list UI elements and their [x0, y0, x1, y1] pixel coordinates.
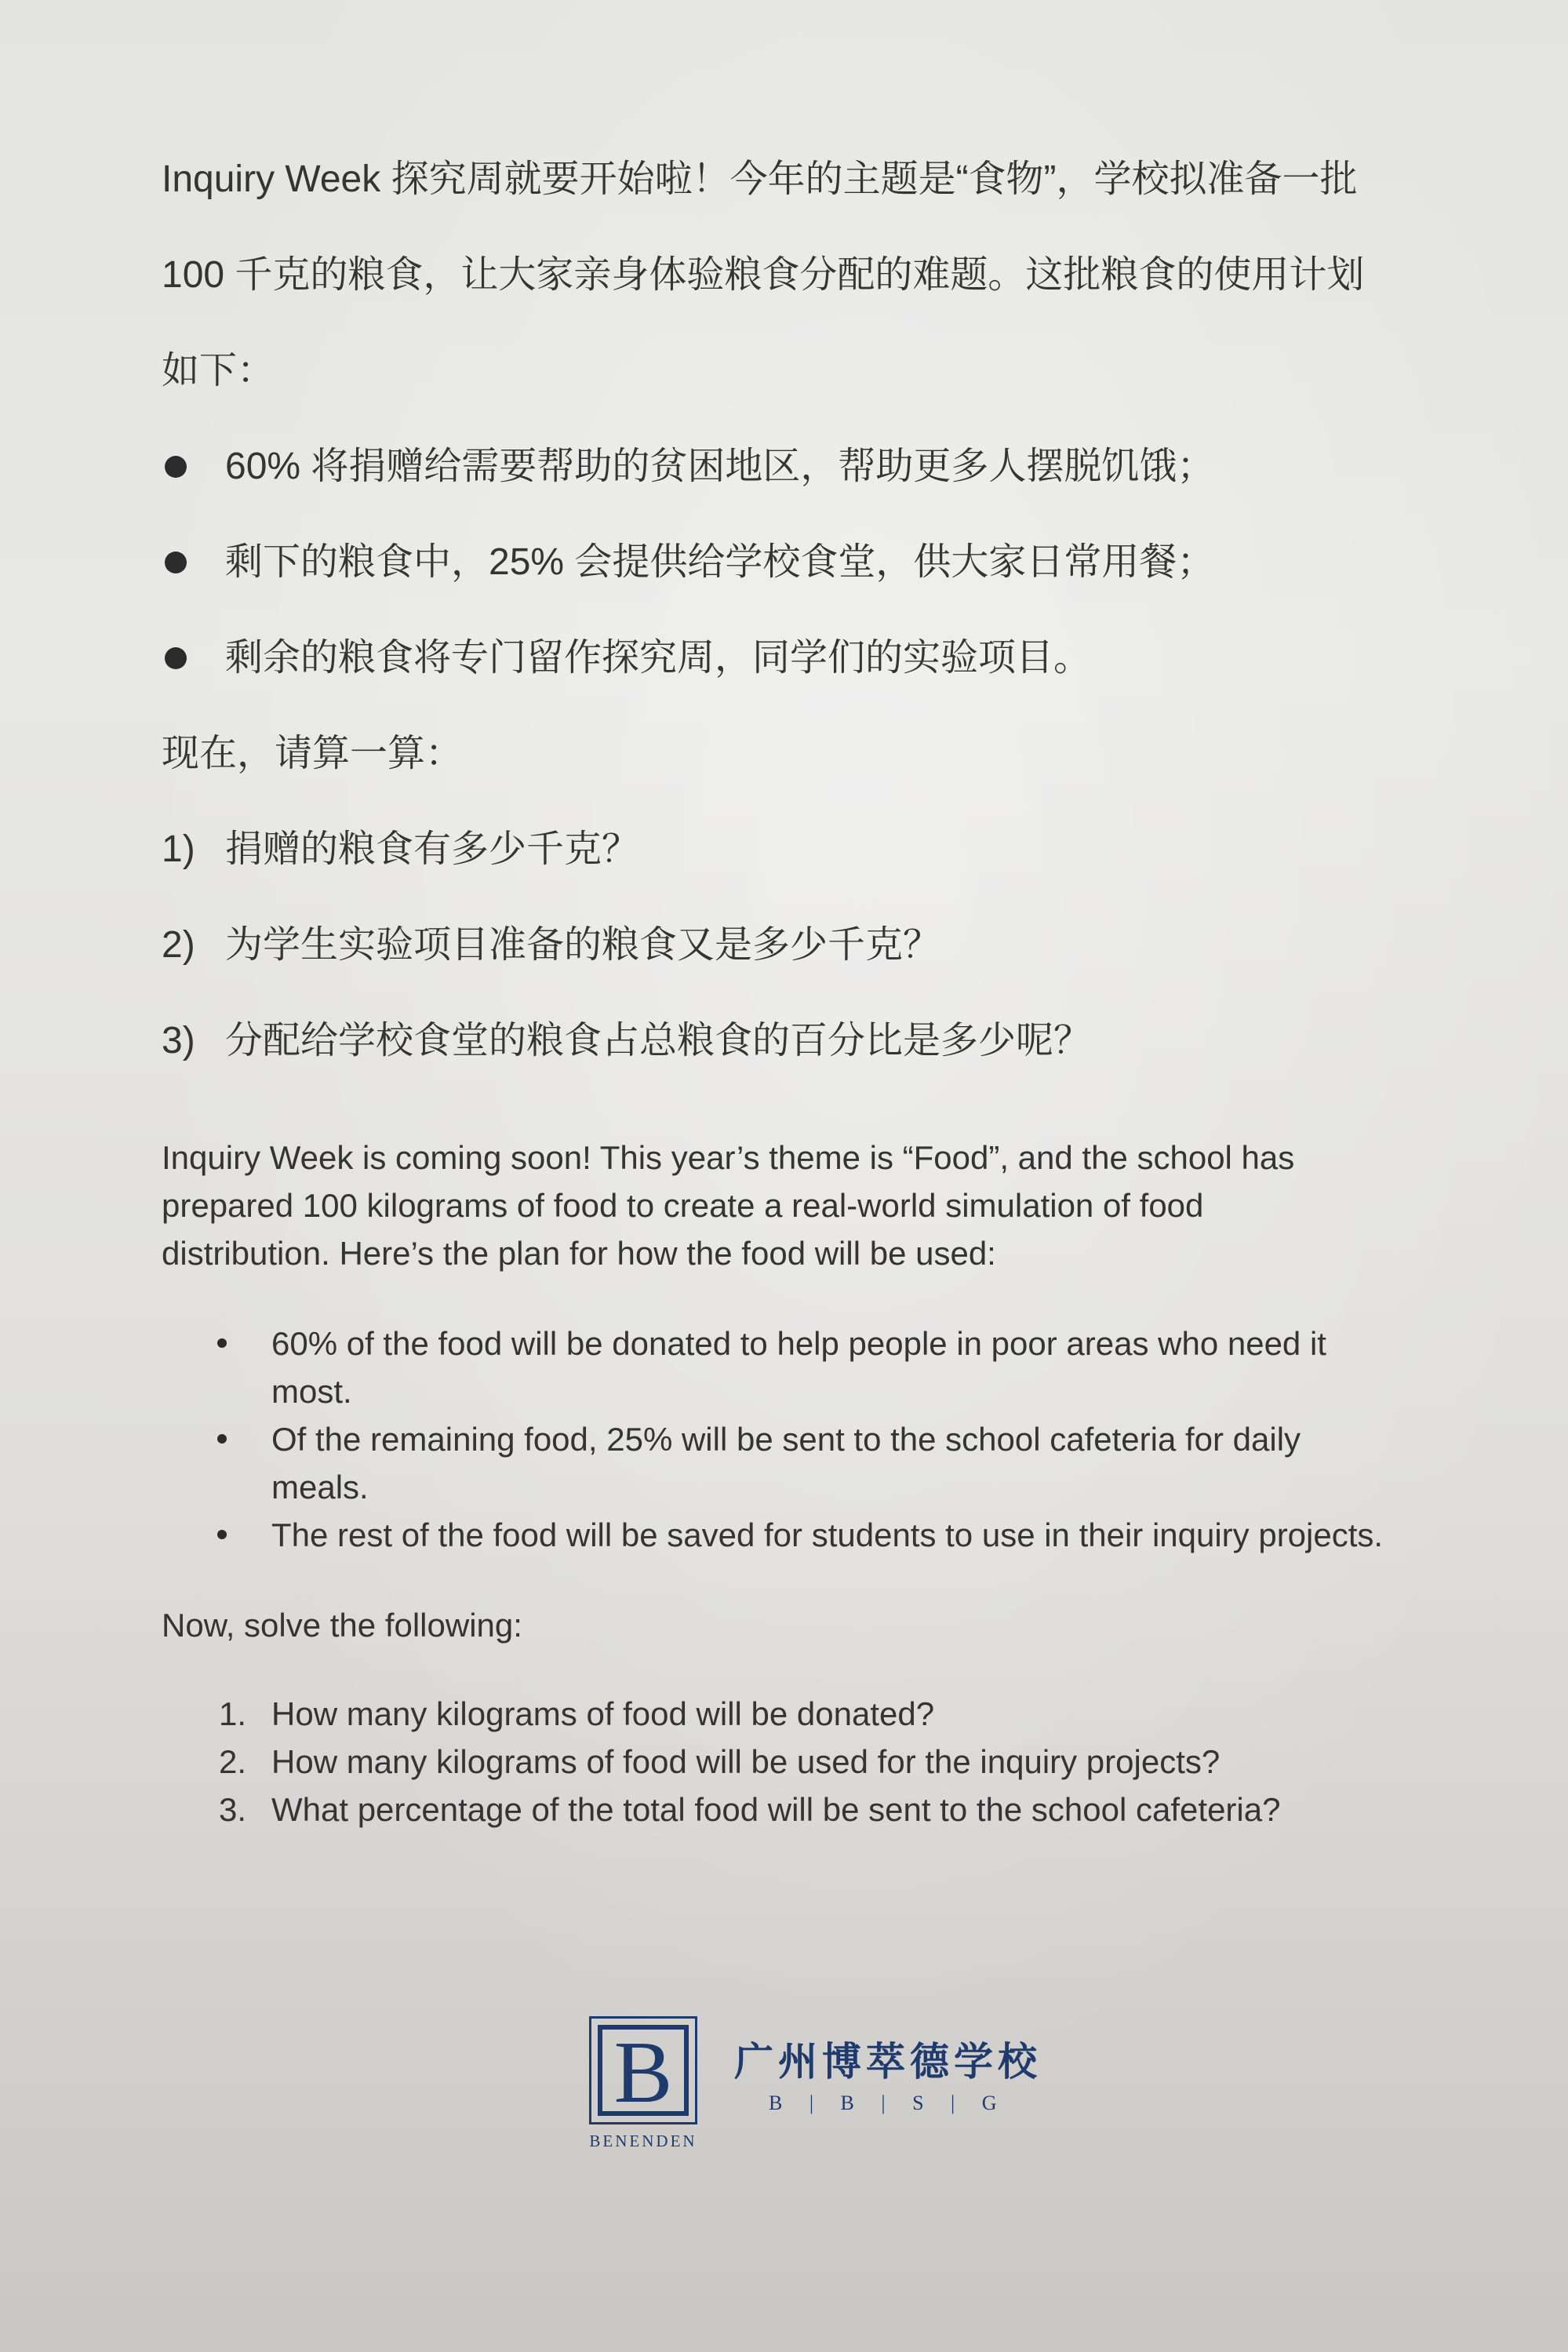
en-plan-item-line: Of the remaining food, 25% will be sent to the school cafeteria for daily: [271, 1421, 1301, 1458]
chinese-section: [162, 132, 1526, 1089]
en-question: [162, 1786, 1526, 1833]
bullet-icon: [217, 1434, 227, 1444]
zh-question: [162, 993, 1526, 1089]
en-question-number: 1.: [219, 1695, 247, 1732]
zh-question-number: 2): [162, 924, 195, 966]
zh-plan-item: [162, 610, 1526, 706]
school-logo-emblem: [589, 2016, 697, 2124]
en-plan-item: [162, 1415, 1526, 1511]
en-plan-item-line: The rest of the food will be saved for students to use in their inquiry projects.: [271, 1516, 1384, 1553]
en-plan-item: [162, 1320, 1526, 1415]
en-plan-item: [162, 1511, 1526, 1559]
bullet-icon: [165, 456, 187, 478]
en-question: [162, 1690, 1526, 1738]
bullet-icon: [165, 647, 187, 669]
school-logo-wordmark: BENENDEN: [589, 2132, 697, 2150]
zh-plan-item-text: 剩下的粮食中，25% 会提供给学校食堂，供大家日常用餐；: [225, 541, 1215, 583]
school-name-chinese: 广州博萃德学校: [734, 2040, 1042, 2084]
bullet-icon: [217, 1338, 227, 1348]
english-prompt: [162, 1601, 1526, 1649]
school-logo-letter: B: [613, 2025, 673, 2116]
en-question-text: How many kilograms of food will be used for the inquiry projects?: [271, 1743, 1221, 1780]
en-prompt-text: Now, solve the following:: [162, 1607, 522, 1644]
zh-question: [162, 897, 1526, 993]
en-intro-line: distribution. Here’s the plan for how the food will be used:: [162, 1235, 996, 1272]
en-intro-line: Inquiry Week is coming soon! This year’s theme is “Food”, and the school has: [162, 1139, 1295, 1176]
zh-question-number: 3): [162, 1020, 195, 1061]
zh-intro-line: Inquiry Week 探究周就要开始啦！今年的主题是“食物”，学校拟准备一批: [162, 158, 1358, 200]
en-plan-item-line: 60% of the food will be donated to help people in poor areas who need it: [271, 1325, 1326, 1362]
zh-intro-line: 如下：: [162, 350, 275, 391]
school-logo-frame: [598, 2025, 689, 2116]
zh-question-number: 1): [162, 828, 195, 870]
english-plan-list: [162, 1320, 1526, 1559]
en-question-number: 3.: [219, 1791, 247, 1828]
bullet-icon: [165, 552, 187, 573]
en-question-number: 2.: [219, 1743, 247, 1780]
bullet-icon: [217, 1530, 227, 1539]
zh-question: [162, 802, 1526, 897]
school-abbreviation: B | B | S | G: [769, 2092, 1008, 2114]
zh-prompt: 现在，请算一算：: [162, 733, 464, 774]
en-plan-item-line: meals.: [271, 1469, 369, 1505]
en-question-text: How many kilograms of food will be donated?: [271, 1695, 935, 1732]
english-intro: [162, 1134, 1526, 1277]
zh-intro-line: 100 千克的粮食，让大家亲身体验粮食分配的难题。这批粮食的使用计划: [162, 254, 1365, 296]
zh-plan-item-text: 剩余的粮食将专门留作探究周，同学们的实验项目。: [225, 637, 1092, 679]
en-plan-item-line: most.: [271, 1373, 352, 1410]
zh-plan-item-text: 60% 将捐赠给需要帮助的贫困地区，帮助更多人摆脱饥饿；: [225, 446, 1215, 487]
en-intro-line: prepared 100 kilograms of food to create a real-world simulation of food: [162, 1187, 1204, 1224]
zh-question-text: 捐赠的粮食有多少千克？: [225, 828, 640, 870]
zh-plan-item: [162, 419, 1526, 515]
en-question-text: What percentage of the total food will be sent to the school cafeteria?: [271, 1791, 1281, 1828]
zh-question-text: 为学生实验项目准备的粮食又是多少千克？: [225, 924, 941, 966]
english-question-list: [162, 1690, 1526, 1833]
en-question: [162, 1738, 1526, 1786]
zh-plan-item: [162, 515, 1526, 610]
zh-question-text: 分配给学校食堂的粮食占总粮食的百分比是多少呢？: [225, 1020, 1092, 1061]
